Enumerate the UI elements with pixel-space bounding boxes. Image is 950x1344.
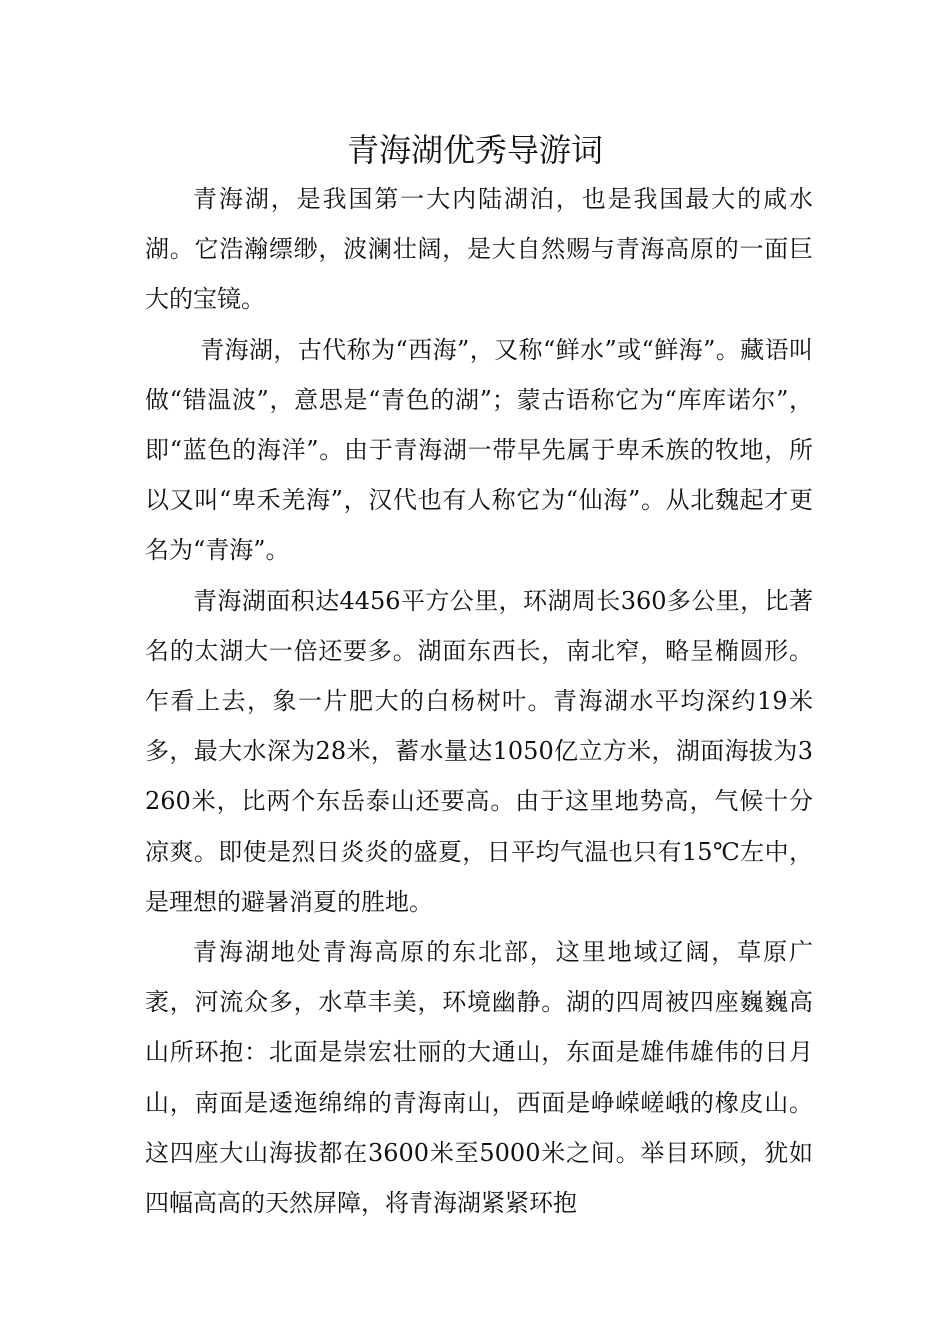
paragraph-4: 青海湖地处青海高原的东北部，这里地域辽阔，草原广袤，河流众多，水草丰美，环境幽静。湖的四周被四座巍巍高山所环抱：北面是崇宏壮丽的大通山，东面是雄伟雄伟的日月山，南面是逶迤绵绵的青海南山，西面是峥嵘嵯峨的橡皮山。这四座大山海拔都在3600米至5000米之间。举目环顾，犹如四幅高高的天然屏障，将青海湖紧紧环抱 <box>145 938 813 1218</box>
document-title: 青海湖优秀导游词 <box>346 131 603 169</box>
paragraph-2: 青海湖，古代称为“西海”，又称“鲜水”或“鲜海”。藏语叫做“错温波”，意思是“青色的湖”；蒙古语称它为“库库诺尔”，即“蓝色的海洋”。由于青海湖一带早先属于卑禾族的牧地，所以又叫“卑禾羌海”，汉代也有人称它为“仙海”。从北魏起才更名为“青海”。 <box>145 335 813 565</box>
document-body <box>145 174 813 1228</box>
paragraph-1: 青海湖，是我国第一大内陆湖泊，也是我国最大的咸水湖。它浩瀚缥缈，波澜壮阔，是大自然赐与青海高原的一面巨大的宝镜。 <box>145 185 813 314</box>
paragraph-3: 青海湖面积达4456平方公里，环湖周长360多公里，比著名的太湖大一倍还要多。湖面东西长，南北窄，略呈椭圆形。乍看上去，象一片肥大的白杨树叶。青海湖水平均深约19米多，最大水深为28米，蓄水量达1050亿立方米，湖面海拔为3260米，比两个东岳泰山还要高。由于这里地势高，气候十分凉爽。即使是烈日炎炎的盛夏，日平均气温也只有15℃左中，是理想的避暑消夏的胜地。 <box>145 586 813 916</box>
